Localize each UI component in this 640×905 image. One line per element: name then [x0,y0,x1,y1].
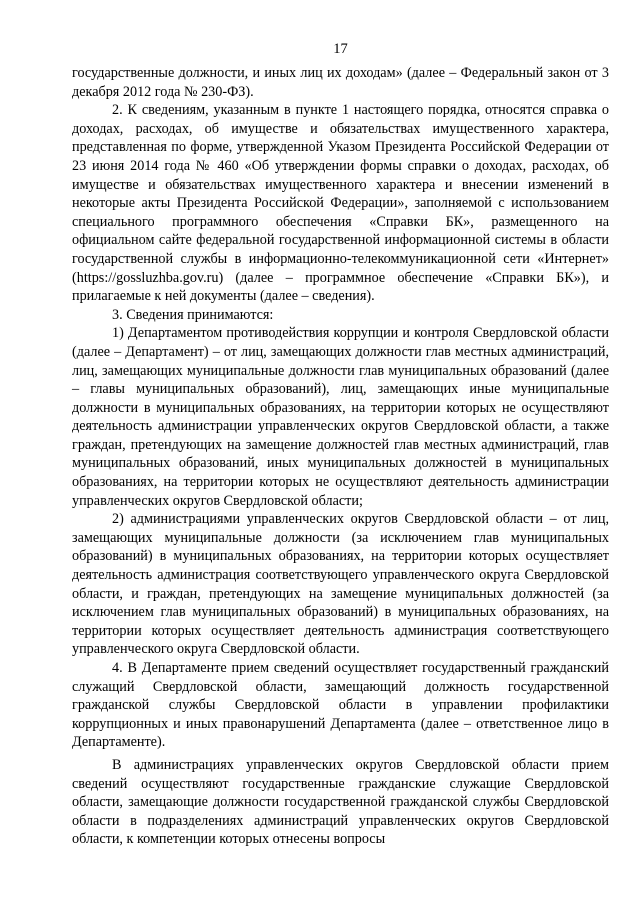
paragraph-item-3: 3. Сведения принимаются: [112,306,274,323]
page-number: 17 [333,41,348,57]
document-body [72,64,609,849]
paragraph-item-2: 2. К сведениям, указанным в пункте 1 настоящего порядка, относятся справка о доходах, расходах, об имуществе и обязательствах имущественного характера, представленная по форме, утвержденной Указом Президента Российской Федерации от 23 июня 2014 года № 460 «Об утверждении формы справки о доходах, расходах, об имуществе и обязательствах имущественного характера и внесении изменений в некоторые акты Президента Российской Федерации», заполняемой с использованием специального программного обеспечения «Справки БК», размещенного на официальном сайте федеральной государственной информационной системы в области государственной службы в информационно-телекоммуникационной сети «Интернет» (https://gossluzhba.gov.ru) (далее – программное обеспечение «Справки БК»), и прилагаемые к ней документы (далее – сведения). [72,102,609,305]
paragraph-continuation: государственные должности, и иных лиц их доходам» (далее – Федеральный закон от 3 декабря 2012 года № 230-ФЗ). [72,65,609,100]
paragraph-subitem-2: 2) администрациями управленческих округов Свердловской области – от лиц, замещающих муниципальные должности (за исключением глав муниципальных образований) в муниципальных образованиях, на территории которых осуществляет деятельность администрация соответствующего управленческого округа Свердловской области, и граждан, претендующих на замещение муниципальных должностей (за исключением глав муниципальных образований) в муниципальных образованиях, на территории которых осуществляет деятельность администрация соответствующего управленческого округа Свердловской области. [72,511,609,658]
paragraph-subitem-1: 1) Департаментом противодействия коррупции и контроля Свердловской области (далее – Департамент) – от лиц, замещающих должности глав местных администраций, лиц, замещающих муниципальные должности глав муниципальных образований (далее – главы муниципальных образований), лиц, замещающих иные муниципальные должности в муниципальных образованиях, на территории которых не осуществляют деятельность администрации управленческих округов Свердловской области, а также граждан, претендующих на замещение должностей глав местных администраций, глав муниципальных образований, иных муниципальных должностей в муниципальных образованиях, на территории которых не осуществляют деятельность администрации управленческих округов Свердловской области; [72,325,609,509]
document-page [72,40,609,849]
paragraph-item-4: 4. В Департаменте прием сведений осуществляет государственный гражданский служащий Свердловской области, замещающий должность государственной гражданской службы Свердловской области в управлении профилактики коррупционных и иных правонарушений Департамента (далее – ответственное лицо в Департаменте). [72,660,609,751]
paragraph-administrations: В администрациях управленческих округов Свердловской области прием сведений осуществляют государственные гражданские служащие Свердловской области, замещающие должности государственной гражданской службы Свердловской области в подразделениях администраций управленческих округов Свердловской области, к компетенции которых отнесены вопросы [72,756,609,848]
